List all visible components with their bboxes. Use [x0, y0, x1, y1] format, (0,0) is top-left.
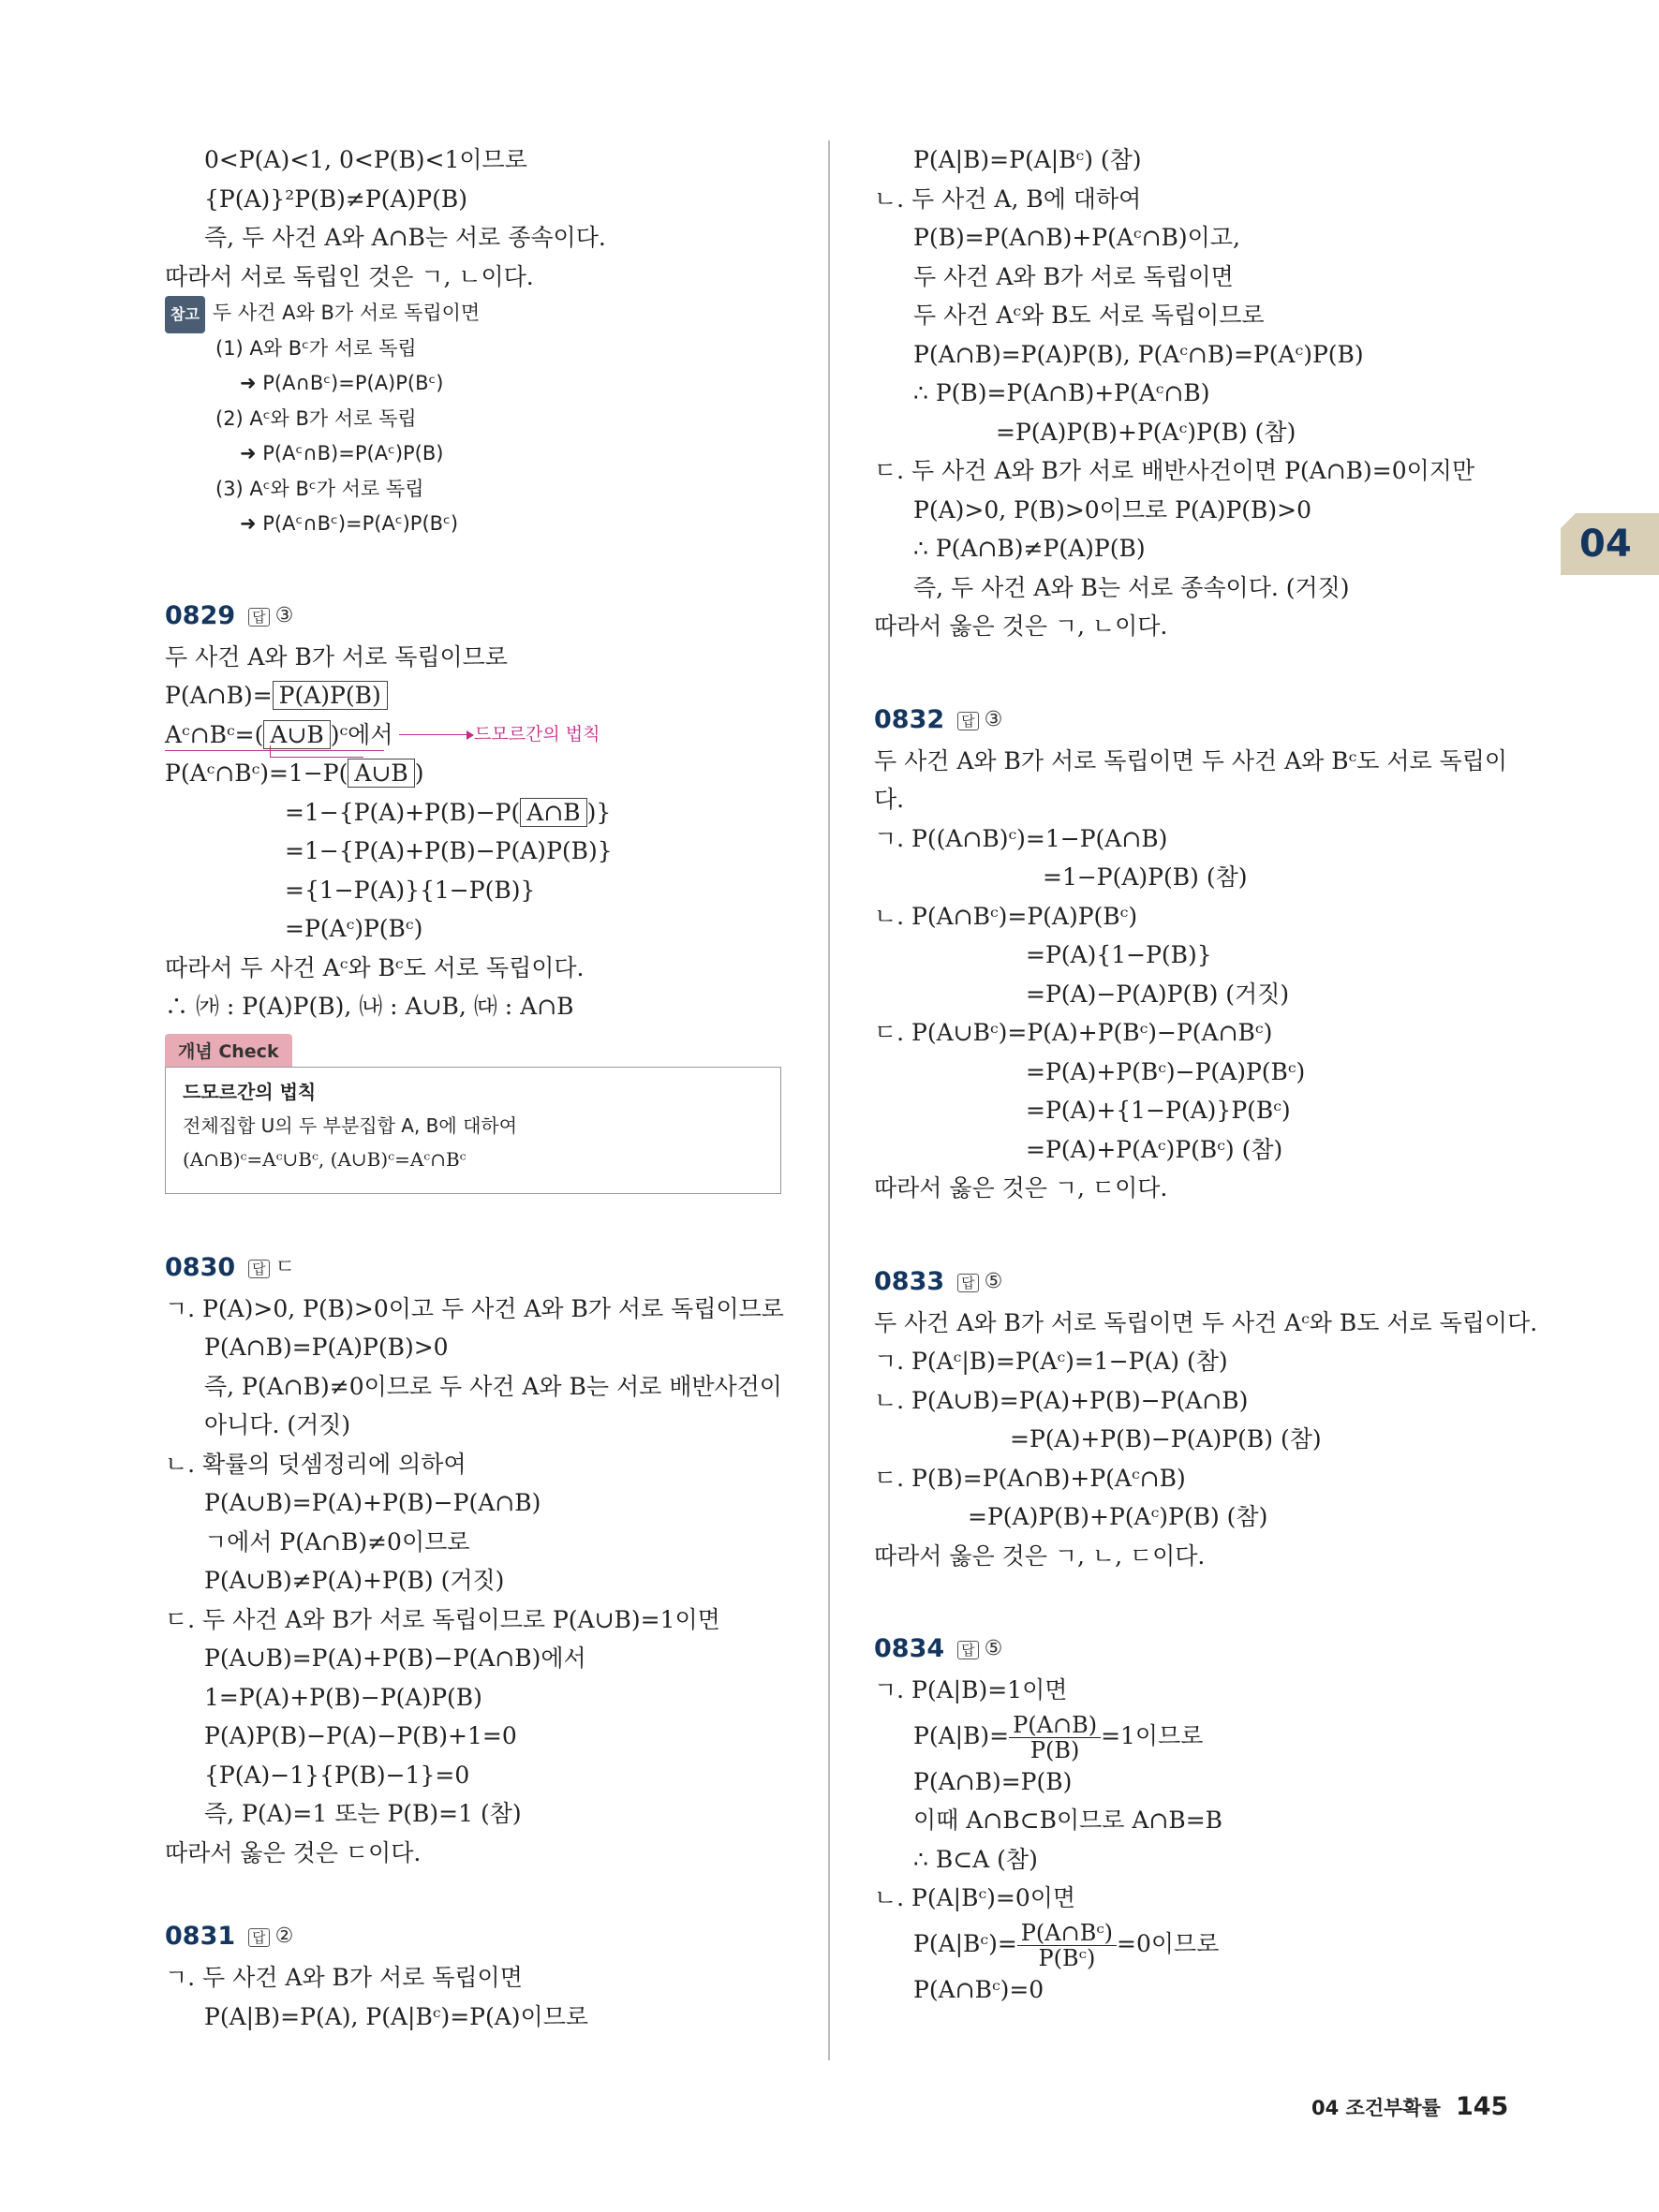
problem-header-0833 — [874, 1261, 1502, 1304]
text-line: ㄴ. P(A|Bᶜ)=0이면 — [874, 1884, 1076, 1911]
text-line: 다. — [874, 786, 905, 813]
note-line: ➜ P(Aᶜ∩Bᶜ)=P(Aᶜ)P(Bᶜ) — [240, 512, 459, 535]
text-line: =1−{P(A)+P(B)−P(A)P(B)} — [285, 837, 613, 864]
annotation-arrow — [399, 734, 470, 735]
text-span: ) — [414, 759, 424, 787]
answer — [248, 596, 293, 637]
text-line: P(A∪B)≠P(A)+P(B) (거짓) — [204, 1567, 505, 1594]
answer — [248, 1916, 293, 1957]
text-line: =P(A)+P(Aᶜ)P(Bᶜ) (참) — [1026, 1135, 1283, 1163]
text-line — [165, 676, 792, 715]
text-line: =P(A)P(B)+P(Aᶜ)P(B) (참) — [996, 418, 1296, 446]
page-number: 145 — [1455, 2092, 1509, 2121]
answer-value: ⑤ — [984, 1637, 1003, 1660]
text-line: P(A∩B)=P(A)P(B)>0 — [204, 1334, 449, 1361]
denominator: P(B) — [1029, 1736, 1080, 1763]
text-line: P(A)>0, P(B)>0이므로 P(A)P(B)>0 — [913, 495, 1312, 524]
note-line: (3) Aᶜ와 Bᶜ가 서로 독립 — [215, 477, 424, 500]
concept-check-box — [165, 1067, 781, 1194]
right-column — [874, 140, 1538, 2009]
concept-check-tab: 개념 Check — [165, 1034, 292, 1067]
text-span: =1−{P(A)+P(B)−P( — [285, 798, 521, 826]
problem-number: 0832 — [874, 704, 945, 734]
problem-number: 0829 — [165, 600, 236, 630]
text-line — [165, 715, 792, 755]
concept-formula: (A∩B)ᶜ=Aᶜ∪Bᶜ, (A∪B)ᶜ=Aᶜ∩Bᶜ — [183, 1147, 467, 1171]
answer-label: 답 — [248, 608, 270, 627]
text-line: 아니다. (거짓) — [204, 1411, 351, 1438]
text-line — [165, 793, 792, 833]
text-span: P(A|Bᶜ)= — [913, 1929, 1017, 1957]
chapter-tab-number: 04 — [1579, 523, 1632, 566]
problem-header-0834 — [874, 1628, 1502, 1671]
text-span: P(Aᶜ∩Bᶜ)=1−P( — [165, 759, 348, 787]
text-span: =1이므로 — [1101, 1721, 1204, 1749]
answer-value: ㄷ — [274, 1255, 295, 1279]
text-line: ㄱ. P(A)>0, P(B)>0이고 두 사건 A와 B가 서로 독립이므로 — [165, 1294, 784, 1322]
text-line: 두 사건 A와 B가 서로 독립이므로 — [165, 642, 508, 671]
text-line: 두 사건 A와 B가 서로 독립이면 두 사건 Aᶜ와 B도 서로 독립이다. — [874, 1308, 1538, 1336]
numerator: P(A∩B) — [1009, 1713, 1101, 1738]
text-line — [165, 754, 792, 793]
text-span: )ᶜ에서 — [330, 720, 393, 748]
text-line: ㄱ. P((A∩B)ᶜ)=1−P(A∩B) — [874, 824, 1168, 852]
answer-label: 답 — [957, 1641, 979, 1659]
text-line: 따라서 두 사건 Aᶜ와 Bᶜ도 서로 독립이다. — [165, 953, 585, 981]
note-line: (1) A와 Bᶜ가 서로 독립 — [215, 336, 417, 360]
fraction — [1009, 1713, 1101, 1762]
answer-value: ② — [274, 1924, 294, 1948]
text-line: ={1−P(A)}{1−P(B)} — [285, 876, 536, 904]
text-line: ∴ ㈎ : P(A)P(B), ㈏ : A∪B, ㈐ : A∩B — [165, 993, 574, 1020]
text-line: 이때 A∩B⊂B이므로 A∩B=B — [913, 1806, 1223, 1834]
blank-box: A∩B — [520, 798, 586, 827]
note-line: (2) Aᶜ와 B가 서로 독립 — [215, 406, 417, 430]
text-line: P(A∩B)=P(A)P(B), P(Aᶜ∩B)=P(Aᶜ)P(B) — [913, 340, 1364, 368]
text-line: ㄷ. 두 사건 A와 B가 서로 독립이므로 P(A∪B)=1이면 — [165, 1605, 720, 1633]
note-line: ➜ P(A∩Bᶜ)=P(A)P(Bᶜ) — [240, 372, 444, 394]
text-line: {P(A)−1}{P(B)−1}=0 — [204, 1761, 470, 1789]
text-line: ㄷ. P(A∪Bᶜ)=P(A)+P(Bᶜ)−P(A∩Bᶜ) — [874, 1019, 1273, 1046]
text-line: ∴ P(A∩B)≠P(A)P(B) — [913, 535, 1146, 562]
answer — [957, 700, 1002, 741]
fraction — [1017, 1921, 1117, 1970]
blank-box: P(A)P(B) — [273, 681, 388, 710]
answer — [957, 1629, 1002, 1670]
text-line: P(A∪B)=P(A)+P(B)−P(A∩B) — [204, 1489, 541, 1516]
text-line: P(A∩Bᶜ)=0 — [913, 1975, 1044, 2003]
text-line: =P(A)+{1−P(A)}P(Bᶜ) — [1026, 1097, 1291, 1124]
answer-label: 답 — [957, 712, 979, 730]
answer-value: ③ — [984, 707, 1003, 731]
answer-label: 답 — [248, 1260, 270, 1278]
problem-number: 0830 — [165, 1252, 236, 1282]
text-span: P(A∩B)= — [165, 682, 273, 709]
text-line: P(B)=P(A∩B)+P(Aᶜ∩B)이고, — [913, 224, 1240, 251]
arrow-head-icon — [467, 730, 474, 740]
fraction-line — [874, 1918, 1502, 1970]
problem-header-0830 — [165, 1246, 792, 1290]
text-line: ∴ B⊂A (참) — [913, 1845, 1038, 1873]
highlight-underline — [270, 745, 271, 757]
text-line: ㄴ. P(A∩Bᶜ)=P(A)P(Bᶜ) — [874, 902, 1138, 930]
problem-number: 0833 — [874, 1266, 945, 1296]
text-line: P(A|B)=P(A), P(A|Bᶜ)=P(A)이므로 — [204, 2002, 589, 2030]
text-line: =P(A){1−P(B)} — [1026, 941, 1212, 968]
text-line: P(A|B)=P(A|Bᶜ) (참) — [913, 146, 1142, 173]
chapter-tab-notch — [1561, 513, 1576, 528]
concept-text: 전체집합 U의 두 부분집합 A, B에 대하여 — [183, 1113, 518, 1137]
text-line: ㄴ. 두 사건 A, B에 대하여 — [874, 184, 1142, 213]
text-line: ㄴ. P(A∪B)=P(A)+P(B)−P(A∩B) — [874, 1386, 1249, 1414]
text-line: =P(A)P(B)+P(Aᶜ)P(B) (참) — [968, 1503, 1268, 1530]
text-line: ㄱ. P(Aᶜ|B)=P(Aᶜ)=1−P(A) (참) — [874, 1348, 1228, 1375]
text-line: ㄴ. 확률의 덧셈정리에 의하여 — [165, 1450, 467, 1478]
text-line: ㄱ. 두 사건 A와 B가 서로 독립이면 — [165, 1964, 523, 1991]
problem-number: 0834 — [874, 1634, 945, 1663]
text-line: 따라서 옳은 것은 ㄷ이다. — [165, 1838, 422, 1866]
concept-check — [165, 1034, 792, 1194]
text-line: ㄷ. 두 사건 A와 B가 서로 배반사건이면 P(A∩B)=0이지만 — [874, 457, 1475, 484]
text-line: 0<P(A)<1, 0<P(B)<1이므로 — [204, 146, 527, 173]
answer-value: ⑤ — [984, 1269, 1003, 1293]
text-span: Aᶜ∩Bᶜ=( — [165, 720, 264, 748]
blank-box: A∪B — [263, 720, 330, 749]
text-line: ㄷ. P(B)=P(A∩B)+P(Aᶜ∩B) — [874, 1464, 1186, 1492]
text-line: 즉, 두 사건 A와 B는 서로 종속이다. (거짓) — [913, 573, 1350, 601]
text-line: =P(A)+P(B)−P(A)P(B) (참) — [1010, 1425, 1322, 1453]
answer-value: ③ — [274, 603, 294, 627]
text-line: 1=P(A)+P(B)−P(A)P(B) — [204, 1683, 482, 1711]
problem-header-0831 — [165, 1915, 792, 1958]
answer-label: 답 — [248, 1928, 270, 1947]
text-line: P(A∪B)=P(A)+P(B)−P(A∩B)에서 — [204, 1644, 586, 1672]
text-line: =P(A)+P(Bᶜ)−P(A)P(Bᶜ) — [1026, 1057, 1306, 1085]
highlight-underline — [270, 757, 363, 758]
text-line: 따라서 옳은 것은 ㄱ, ㄷ이다. — [874, 1174, 1168, 1202]
problem-header-0829 — [165, 595, 792, 638]
note-line: ➜ P(Aᶜ∩B)=P(Aᶜ)P(B) — [240, 442, 444, 465]
text-span: =0이므로 — [1117, 1929, 1220, 1957]
text-line: 두 사건 Aᶜ와 B도 서로 독립이므로 — [913, 302, 1265, 329]
text-line: 두 사건 A와 B가 서로 독립이면 — [913, 262, 1234, 290]
column-divider — [828, 140, 830, 2060]
text-line: 두 사건 A와 B가 서로 독립이면 두 사건 A와 Bᶜ도 서로 독립이 — [874, 746, 1508, 774]
text-line: ㄱ. P(A|B)=1이면 — [874, 1676, 1068, 1703]
text-line: =1−P(A)P(B) (참) — [1043, 863, 1248, 891]
text-line: 따라서 서로 독립인 것은 ㄱ, ㄴ이다. — [165, 262, 534, 290]
demorgan-annotation: 드모르간의 법칙 — [474, 723, 600, 745]
problem-header-0832 — [874, 699, 1502, 742]
note-header — [165, 296, 792, 332]
text-line: 즉, 두 사건 A와 A∩B는 서로 종속이다. — [204, 224, 606, 251]
text-line: 따라서 옳은 것은 ㄱ, ㄴ, ㄷ이다. — [874, 1541, 1206, 1570]
text-line: {P(A)}²P(B)≠P(A)P(B) — [204, 184, 467, 213]
highlight-underline — [165, 750, 384, 751]
note-text: 두 사건 A와 B가 서로 독립이면 — [212, 302, 481, 324]
problem-number: 0831 — [165, 1922, 236, 1951]
text-line: 즉, P(A∩B)≠0이므로 두 사건 A와 B는 서로 배반사건이 — [204, 1372, 782, 1400]
text-line: 따라서 옳은 것은 ㄱ, ㄴ이다. — [874, 612, 1168, 640]
text-line: ∴ P(B)=P(A∩B)+P(Aᶜ∩B) — [913, 379, 1210, 406]
fraction-line — [874, 1710, 1502, 1762]
denominator: P(Bᶜ) — [1038, 1944, 1096, 1971]
left-column — [165, 140, 792, 2036]
text-span: P(A|B)= — [913, 1721, 1010, 1749]
text-span: )} — [586, 798, 612, 826]
text-line: ㄱ에서 P(A∩B)≠0이므로 — [204, 1527, 470, 1556]
text-line: =P(A)−P(A)P(B) (거짓) — [1026, 980, 1290, 1008]
numerator: P(A∩Bᶜ) — [1017, 1921, 1117, 1946]
answer — [957, 1261, 1002, 1303]
answer-label: 답 — [957, 1274, 979, 1292]
footer-chapter: 04 조건부확률 — [1311, 2097, 1441, 2119]
text-line: P(A)P(B)−P(A)−P(B)+1=0 — [204, 1722, 517, 1749]
page-footer — [1311, 2092, 1508, 2121]
text-line: =P(Aᶜ)P(Bᶜ) — [285, 915, 423, 942]
text-line: 즉, P(A)=1 또는 P(B)=1 (참) — [204, 1800, 522, 1827]
note-badge: 참고 — [165, 296, 205, 333]
blank-box: A∪B — [348, 759, 414, 788]
concept-title: 드모르간의 법칙 — [183, 1080, 317, 1103]
text-line: P(A∩B)=P(B) — [913, 1767, 1073, 1795]
answer — [248, 1247, 295, 1289]
